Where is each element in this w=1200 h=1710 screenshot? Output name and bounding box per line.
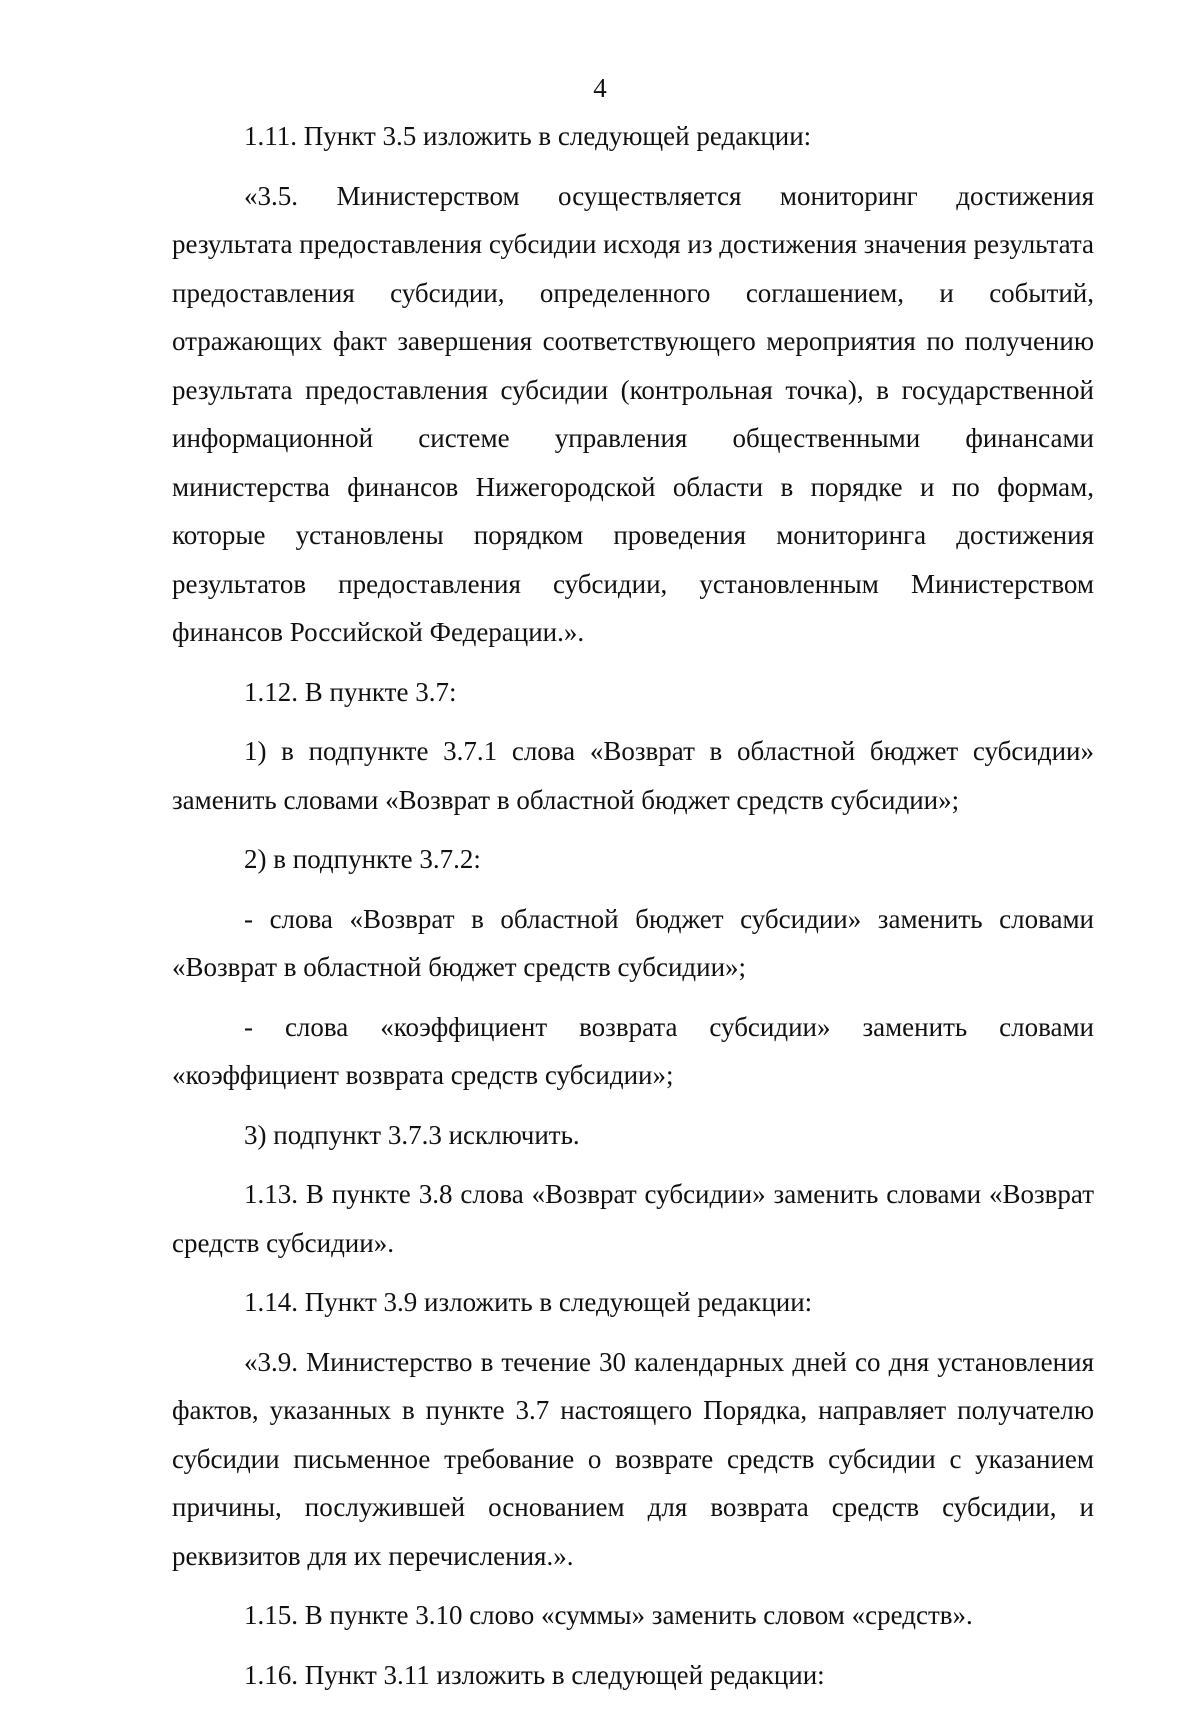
paragraph-1-12-item-2-dash-1: - слова «Возврат в областной бюджет субсидии» заменить словами «Возврат в областной бюджет средств субсидии»; [172, 903, 1094, 982]
paragraph-1-15: 1.15. В пункте 3.10 слово «суммы» заменить словом «средств». [244, 1600, 973, 1630]
paragraph-1-11: 1.11. Пункт 3.5 изложить в следующей редакции: [244, 121, 812, 151]
document-body [172, 112, 1094, 1710]
paragraph-1-12: 1.12. В пункте 3.7: [244, 676, 457, 707]
paragraph-1-12-item-2: 2) в подпункте 3.7.2: [244, 844, 481, 874]
paragraph-1-12-item-3: 3) подпункт 3.7.3 исключить. [244, 1119, 580, 1150]
paragraph-1-14: 1.14. Пункт 3.9 изложить в следующей редакции: [244, 1287, 813, 1317]
paragraph-3-9-text: «3.9. Министерство в течение 30 календарных дней со дня установления фактов, указанных в пункте 3.7 настоящего Порядка, направляет получателю субсидии письменное требование о возврате средств субсидии с указанием причины, послужившей основанием для возврата средств субсидии, и реквизитов для их перечисления.». [172, 1346, 1094, 1571]
paragraph-1-12-item-2-dash-2: - слова «коэффициент возврата субсидии» заменить словами «коэффициент возврата средств субсидии»; [172, 1011, 1094, 1090]
paragraph-1-16: 1.16. Пункт 3.11 изложить в следующей редакции: [244, 1659, 825, 1690]
page-number: 4 [593, 73, 607, 103]
paragraph-1-13: 1.13. В пункте 3.8 слова «Возврат субсидии» заменить словами «Возврат средств субсидии». [172, 1179, 1094, 1258]
paragraph-1-12-item-1: 1) в подпункте 3.7.1 слова «Возврат в областной бюджет субсидии» заменить словами «Возврат в областной бюджет средств субсидии»; [172, 736, 1094, 815]
paragraph-3-5-text: «3.5. Министерством осуществляется мониторинг достижения результата предоставления субсидии исходя из достижения значения результата предоставления субсидии, определенного соглашением, и событий, отражающих факт завершения соответствующего мероприятия по получению результата предоставления субсидии (контрольная точка), в государственной информационной системе управления общественными финансами министерства финансов Нижегородской области в порядке и по формам, которые установлены порядком проведения мониторинга достижения результатов предоставления субсидии, установленным Министерством финансов Российской Федерации.». [172, 180, 1094, 647]
